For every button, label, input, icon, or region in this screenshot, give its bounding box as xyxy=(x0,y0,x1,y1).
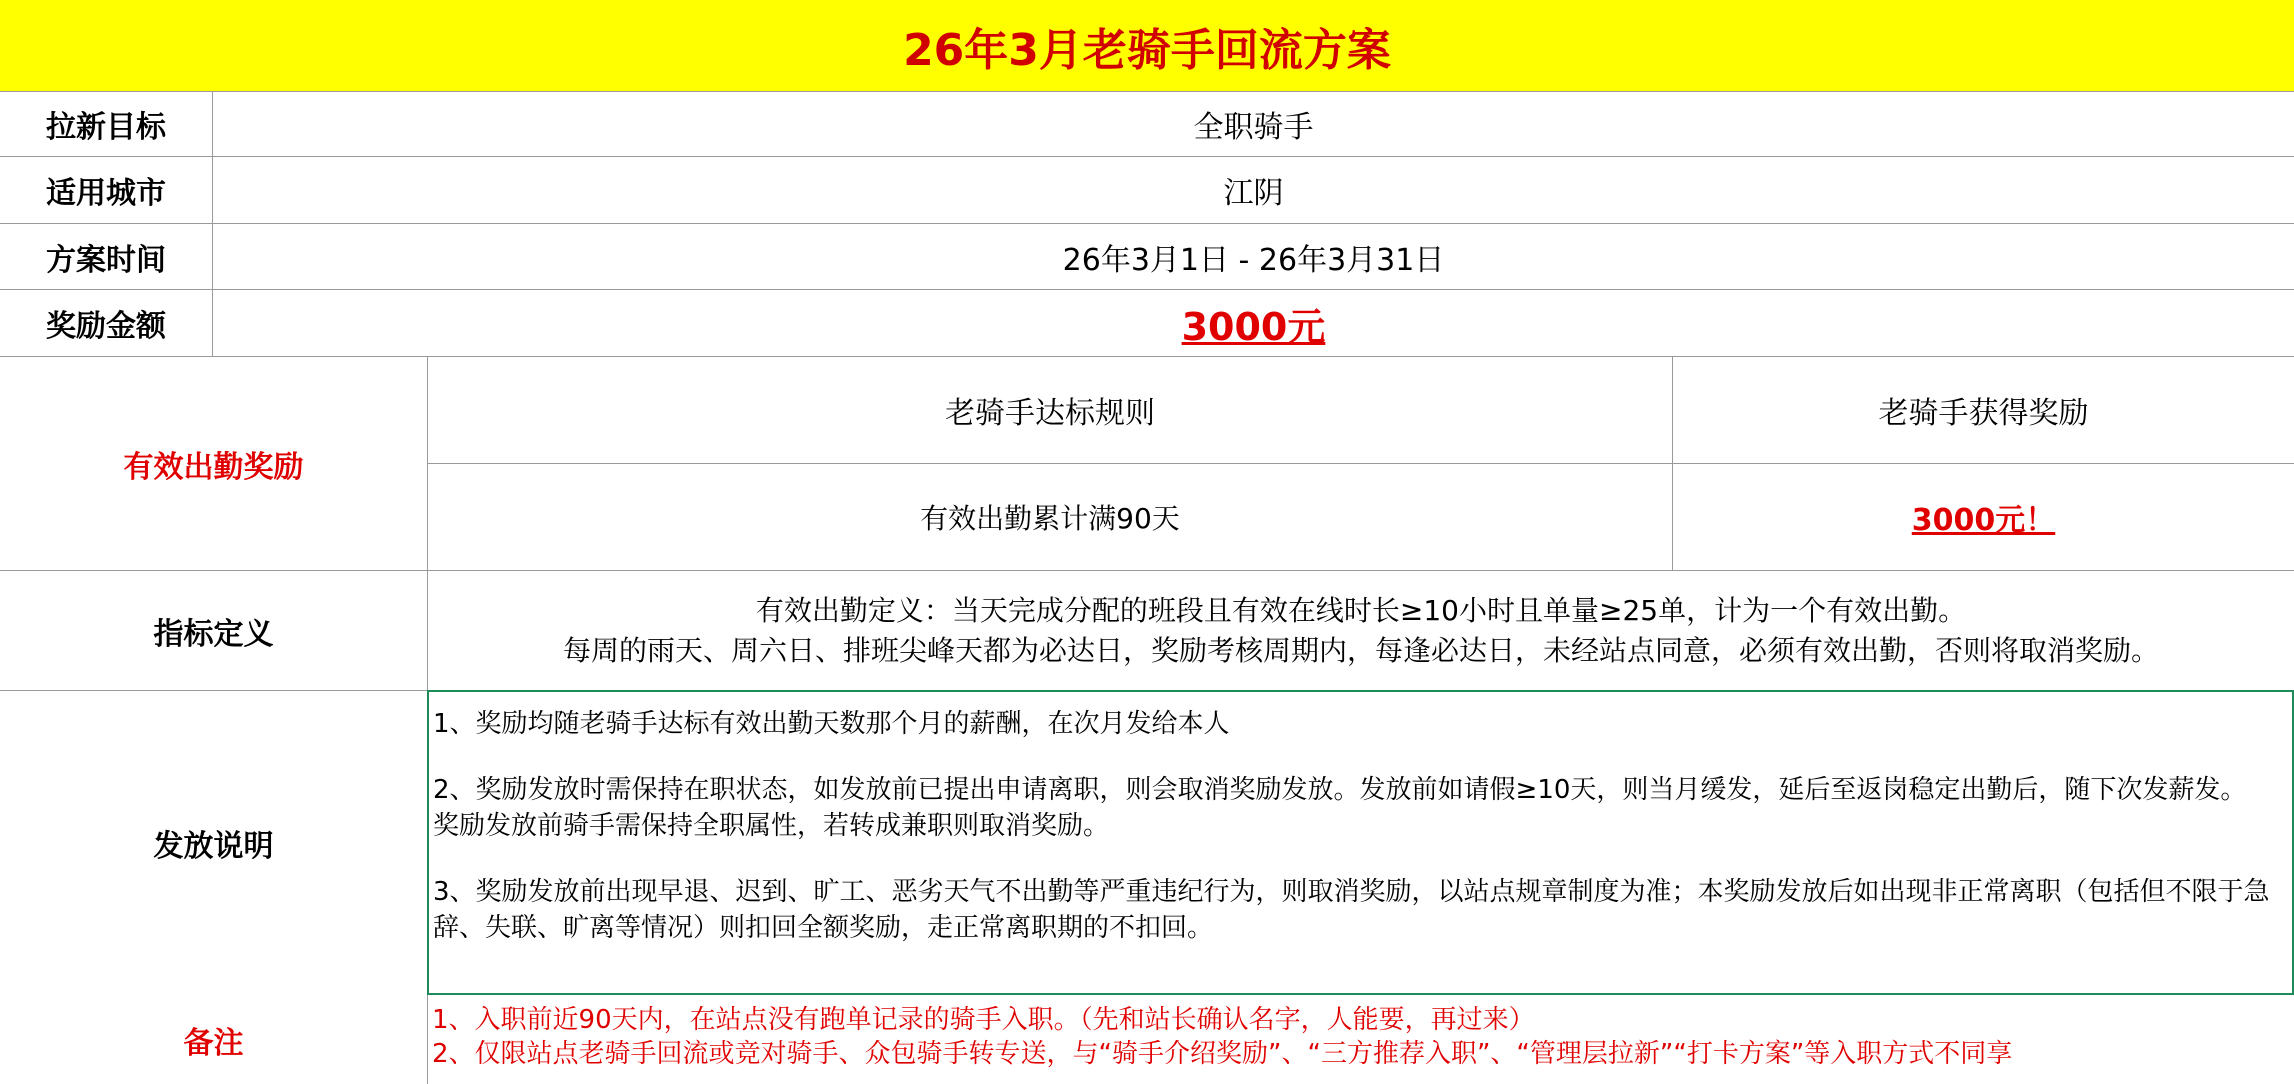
city-value: 江阴 xyxy=(1223,176,1284,211)
remark-item-2: 2、仅限站点老骑手回流或竞对骑手、众包骑手转专送，与“骑手介绍奖励”、“三方推荐入职”、“管理层拉新”“打卡方案”等入职方式不同享 xyxy=(432,1039,2013,1069)
definition-line-1: 有效出勤定义：当天完成分配的班段且有效在线时长≥10小时且单量≥25单，计为一个有效出勤。 xyxy=(755,593,1967,627)
reward-value: 3000元！ xyxy=(1911,503,2056,538)
payout-content-cell[interactable] xyxy=(427,690,2294,995)
target-value: 全职骑手 xyxy=(1193,110,1314,145)
reward-section-label-cell[interactable] xyxy=(0,356,427,570)
reward-header: 老骑手获得奖励 xyxy=(1878,396,2089,431)
amount-label-cell[interactable] xyxy=(0,289,212,356)
city-label: 适用城市 xyxy=(46,176,166,211)
title-cell[interactable] xyxy=(0,0,2294,92)
page-title: 26年3月老骑手回流方案 xyxy=(903,24,1391,76)
time-label-cell[interactable] xyxy=(0,223,212,289)
amount-value-cell[interactable] xyxy=(212,289,2294,356)
definition-label: 指标定义 xyxy=(153,616,274,652)
city-label-cell[interactable] xyxy=(0,156,212,223)
payout-item-1: 1、奖励均随老骑手达标有效出勤天数那个月的薪酬，在次月发给本人 xyxy=(433,709,1230,739)
amount-label: 奖励金额 xyxy=(46,309,166,344)
city-value-cell[interactable] xyxy=(212,156,2294,223)
payout-item-2: 2、奖励发放时需保持在职状态，如发放前已提出申请离职，则会取消奖励发放。发放前如请假≥10天，则当月缓发，延后至返岗稳定出勤后，随下次发薪发。奖励发放前骑手需保持全职属性，若转成兼职则取消奖励。 xyxy=(433,775,2247,841)
rule-value-cell[interactable] xyxy=(427,463,1672,570)
remarks-content-cell[interactable] xyxy=(427,995,2294,1084)
reward-value-cell[interactable] xyxy=(1672,463,2294,570)
reward-section-label: 有效出勤奖励 xyxy=(123,449,304,485)
rule-header: 老骑手达标规则 xyxy=(945,396,1155,431)
reward-header-cell[interactable] xyxy=(1672,356,2294,463)
target-label-cell[interactable] xyxy=(0,92,212,156)
definition-line-2: 每周的雨天、周六日、排班尖峰天都为必达日，奖励考核周期内，每逢必达日，未经站点同意，必须有效出勤，否则将取消奖励。 xyxy=(562,633,2159,667)
time-value: 26年3月1日 - 26年3月31日 xyxy=(1062,242,1445,278)
remarks-label: 备注 xyxy=(183,1025,244,1061)
time-label: 方案时间 xyxy=(46,242,166,278)
remark-item-1: 1、入职前近90天内，在站点没有跑单记录的骑手入职。（先和站长确认名字，人能要，再过来） xyxy=(432,1005,1535,1035)
amount-value: 3000元 xyxy=(1181,304,1326,349)
definition-label-cell[interactable] xyxy=(0,570,427,690)
definition-value-cell[interactable] xyxy=(427,570,2294,690)
time-value-cell[interactable] xyxy=(212,223,2294,289)
payout-label-cell[interactable] xyxy=(0,690,427,995)
payout-item-3: 3、奖励发放前出现早退、迟到、旷工、恶劣天气不出勤等严重违纪行为，则取消奖励，以站点规章制度为准；本奖励发放后如出现非正常离职（包括但不限于急辞、失联、旷离等情况）则扣回全额奖励，走正常离职期的不扣回。 xyxy=(433,877,2270,943)
target-label: 拉新目标 xyxy=(46,110,166,145)
rule-value: 有效出勤累计满90天 xyxy=(920,502,1180,535)
remarks-label-cell[interactable] xyxy=(0,995,427,1084)
payout-label: 发放说明 xyxy=(153,829,274,864)
target-value-cell[interactable] xyxy=(212,92,2294,156)
rule-header-cell[interactable] xyxy=(427,356,1672,463)
